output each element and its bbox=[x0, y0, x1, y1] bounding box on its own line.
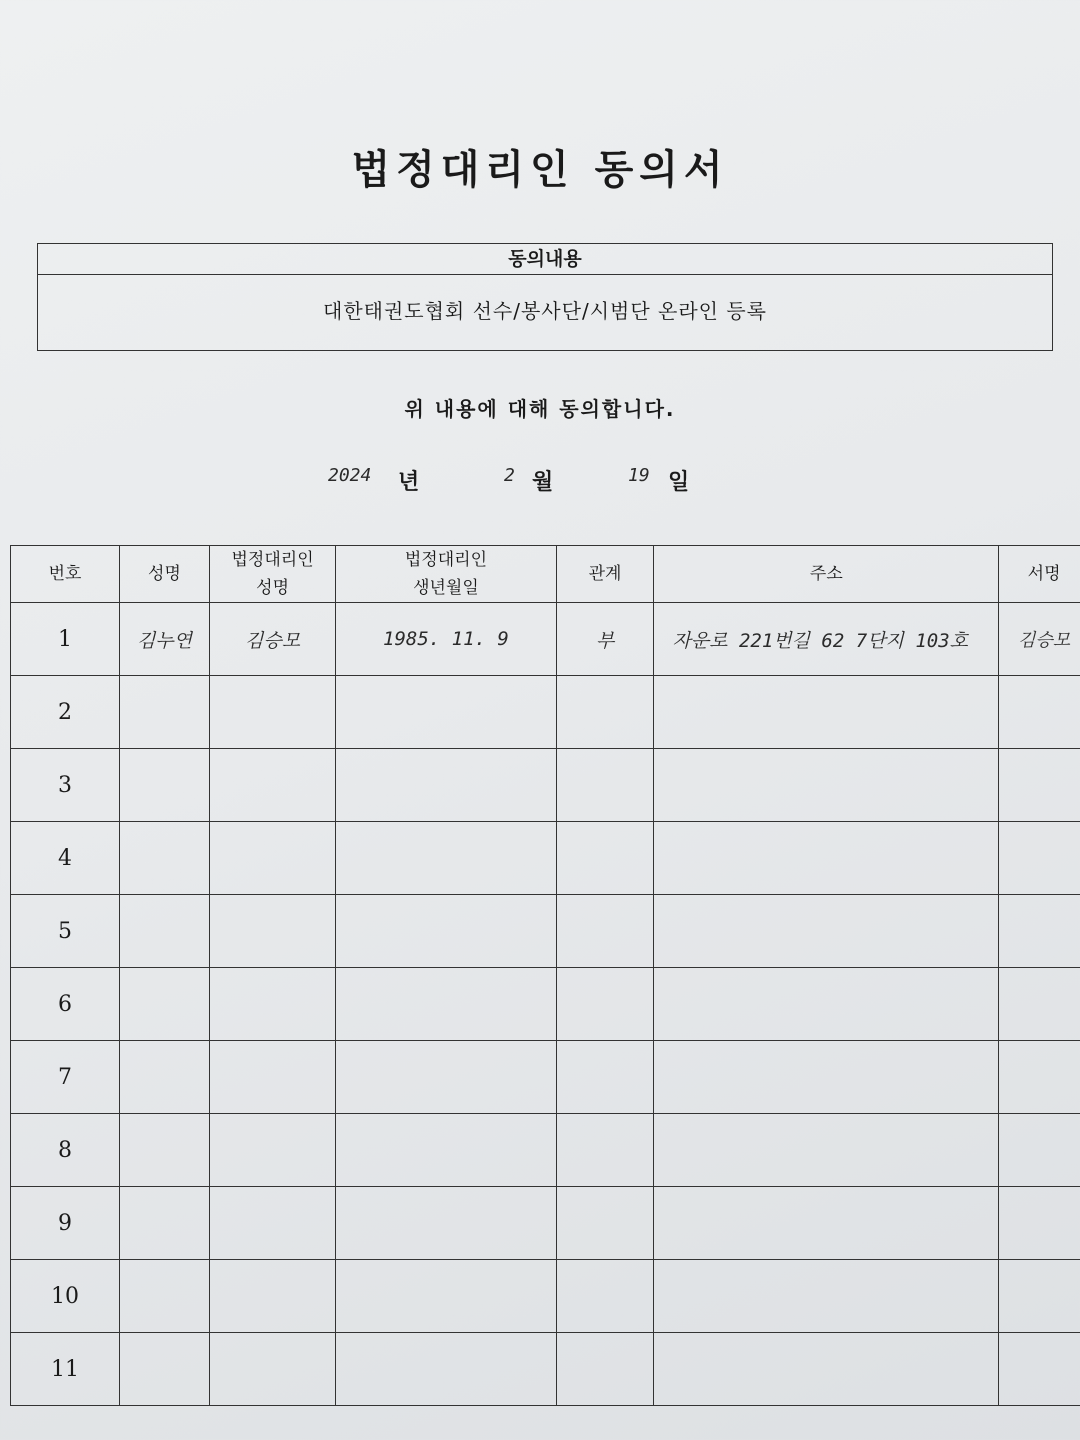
cell-guardian-birth bbox=[336, 895, 556, 968]
cell-signature bbox=[999, 1041, 1080, 1114]
cell-guardian-birth bbox=[336, 1114, 556, 1187]
cell-name bbox=[120, 1333, 210, 1406]
header-guardian-birth-line2: 생년월일 bbox=[413, 578, 479, 598]
cell-signature bbox=[999, 1187, 1080, 1260]
date-day-label: 일 bbox=[668, 470, 690, 495]
cell-name bbox=[120, 676, 210, 749]
cell-guardian-birth bbox=[336, 1187, 556, 1260]
cell-address bbox=[654, 749, 999, 822]
header-guardian-name bbox=[209, 546, 335, 603]
cell-relation: 부 bbox=[556, 603, 654, 676]
row-number: 2 bbox=[11, 676, 120, 749]
row-number: 11 bbox=[11, 1333, 120, 1406]
row-number: 4 bbox=[11, 822, 120, 895]
guardian-table bbox=[10, 545, 1080, 1406]
cell-name bbox=[120, 1260, 210, 1333]
cell-address bbox=[654, 1333, 999, 1406]
header-no: 번호 bbox=[11, 546, 120, 603]
cell-guardian-birth bbox=[336, 968, 556, 1041]
cell-relation bbox=[556, 822, 654, 895]
cell-guardian-birth bbox=[336, 822, 556, 895]
date-year: 2024 bbox=[328, 465, 372, 486]
cell-signature bbox=[999, 968, 1080, 1041]
cell-name bbox=[120, 968, 210, 1041]
cell-guardian-name bbox=[209, 895, 335, 968]
consent-header: 동의내용 bbox=[38, 244, 1052, 275]
document-title: 법정대리인 동의서 bbox=[351, 147, 729, 193]
consent-body: 대한태권도협회 선수/봉사단/시범단 온라인 등록 bbox=[323, 299, 767, 323]
row-number: 10 bbox=[11, 1260, 120, 1333]
cell-signature bbox=[999, 822, 1080, 895]
header-guardian-name-line1: 법정대리인 bbox=[231, 550, 314, 570]
cell-name: 김누연 bbox=[120, 603, 210, 676]
date-month: 2 bbox=[504, 465, 515, 486]
table-row bbox=[11, 603, 1080, 676]
cell-guardian-name bbox=[209, 749, 335, 822]
cell-relation bbox=[556, 749, 654, 822]
cell-guardian-birth bbox=[336, 1333, 556, 1406]
cell-name bbox=[120, 895, 210, 968]
cell-signature bbox=[999, 1333, 1080, 1406]
cell-guardian-birth bbox=[336, 1260, 556, 1333]
cell-signature bbox=[999, 676, 1080, 749]
table-row bbox=[11, 676, 1080, 749]
cell-guardian-birth: 1985. 11. 9 bbox=[336, 603, 556, 676]
cell-signature bbox=[999, 1260, 1080, 1333]
cell-signature bbox=[999, 749, 1080, 822]
cell-address bbox=[654, 676, 999, 749]
table-row bbox=[11, 895, 1080, 968]
cell-name bbox=[120, 1187, 210, 1260]
header-signature: 서명 bbox=[999, 546, 1080, 603]
cell-guardian-name bbox=[209, 676, 335, 749]
header-address: 주소 bbox=[654, 546, 999, 603]
cell-guardian-birth bbox=[336, 676, 556, 749]
cell-relation bbox=[556, 895, 654, 968]
row-number: 9 bbox=[11, 1187, 120, 1260]
date-year-label: 년 bbox=[398, 470, 420, 495]
cell-relation bbox=[556, 968, 654, 1041]
cell-guardian-name bbox=[209, 1041, 335, 1114]
table-row bbox=[11, 1187, 1080, 1260]
cell-guardian-name: 김승모 bbox=[209, 603, 335, 676]
row-number: 8 bbox=[11, 1114, 120, 1187]
cell-address bbox=[654, 1260, 999, 1333]
cell-relation bbox=[556, 1333, 654, 1406]
cell-guardian-name bbox=[209, 1260, 335, 1333]
cell-guardian-name bbox=[209, 822, 335, 895]
cell-name bbox=[120, 822, 210, 895]
cell-guardian-birth bbox=[336, 749, 556, 822]
date-month-label: 월 bbox=[532, 470, 554, 495]
cell-signature: 김승모 bbox=[999, 603, 1080, 676]
cell-address bbox=[654, 895, 999, 968]
row-number: 3 bbox=[11, 749, 120, 822]
row-number: 6 bbox=[11, 968, 120, 1041]
cell-address bbox=[654, 1187, 999, 1260]
header-guardian-birth bbox=[336, 546, 556, 603]
agree-statement: 위 내용에 대해 동의합니다. bbox=[404, 397, 676, 421]
table-row bbox=[11, 1333, 1080, 1406]
cell-relation bbox=[556, 1187, 654, 1260]
cell-address bbox=[654, 1041, 999, 1114]
cell-address bbox=[654, 1114, 999, 1187]
table-row bbox=[11, 1114, 1080, 1187]
table-header-row bbox=[11, 546, 1080, 603]
row-number: 1 bbox=[11, 603, 120, 676]
row-number: 7 bbox=[11, 1041, 120, 1114]
cell-name bbox=[120, 1114, 210, 1187]
header-name: 성명 bbox=[120, 546, 210, 603]
cell-name bbox=[120, 1041, 210, 1114]
table-row bbox=[11, 749, 1080, 822]
cell-address bbox=[654, 968, 999, 1041]
header-guardian-birth-line1: 법정대리인 bbox=[404, 550, 487, 570]
table-row bbox=[11, 822, 1080, 895]
date-day: 19 bbox=[628, 465, 650, 486]
cell-guardian-name bbox=[209, 1187, 335, 1260]
header-guardian-name-line2: 성명 bbox=[256, 578, 289, 598]
table-row bbox=[11, 968, 1080, 1041]
cell-guardian-name bbox=[209, 968, 335, 1041]
cell-relation bbox=[556, 1041, 654, 1114]
cell-guardian-birth bbox=[336, 1041, 556, 1114]
cell-guardian-name bbox=[209, 1114, 335, 1187]
table-row bbox=[11, 1260, 1080, 1333]
cell-address: 자운로 221번길 62 7단지 103호 bbox=[654, 603, 999, 676]
cell-name bbox=[120, 749, 210, 822]
cell-signature bbox=[999, 895, 1080, 968]
header-relation: 관계 bbox=[556, 546, 654, 603]
row-number: 5 bbox=[11, 895, 120, 968]
cell-guardian-name bbox=[209, 1333, 335, 1406]
consent-box bbox=[37, 243, 1053, 351]
cell-relation bbox=[556, 1114, 654, 1187]
cell-relation bbox=[556, 676, 654, 749]
cell-signature bbox=[999, 1114, 1080, 1187]
cell-relation bbox=[556, 1260, 654, 1333]
table-row bbox=[11, 1041, 1080, 1114]
cell-address bbox=[654, 822, 999, 895]
